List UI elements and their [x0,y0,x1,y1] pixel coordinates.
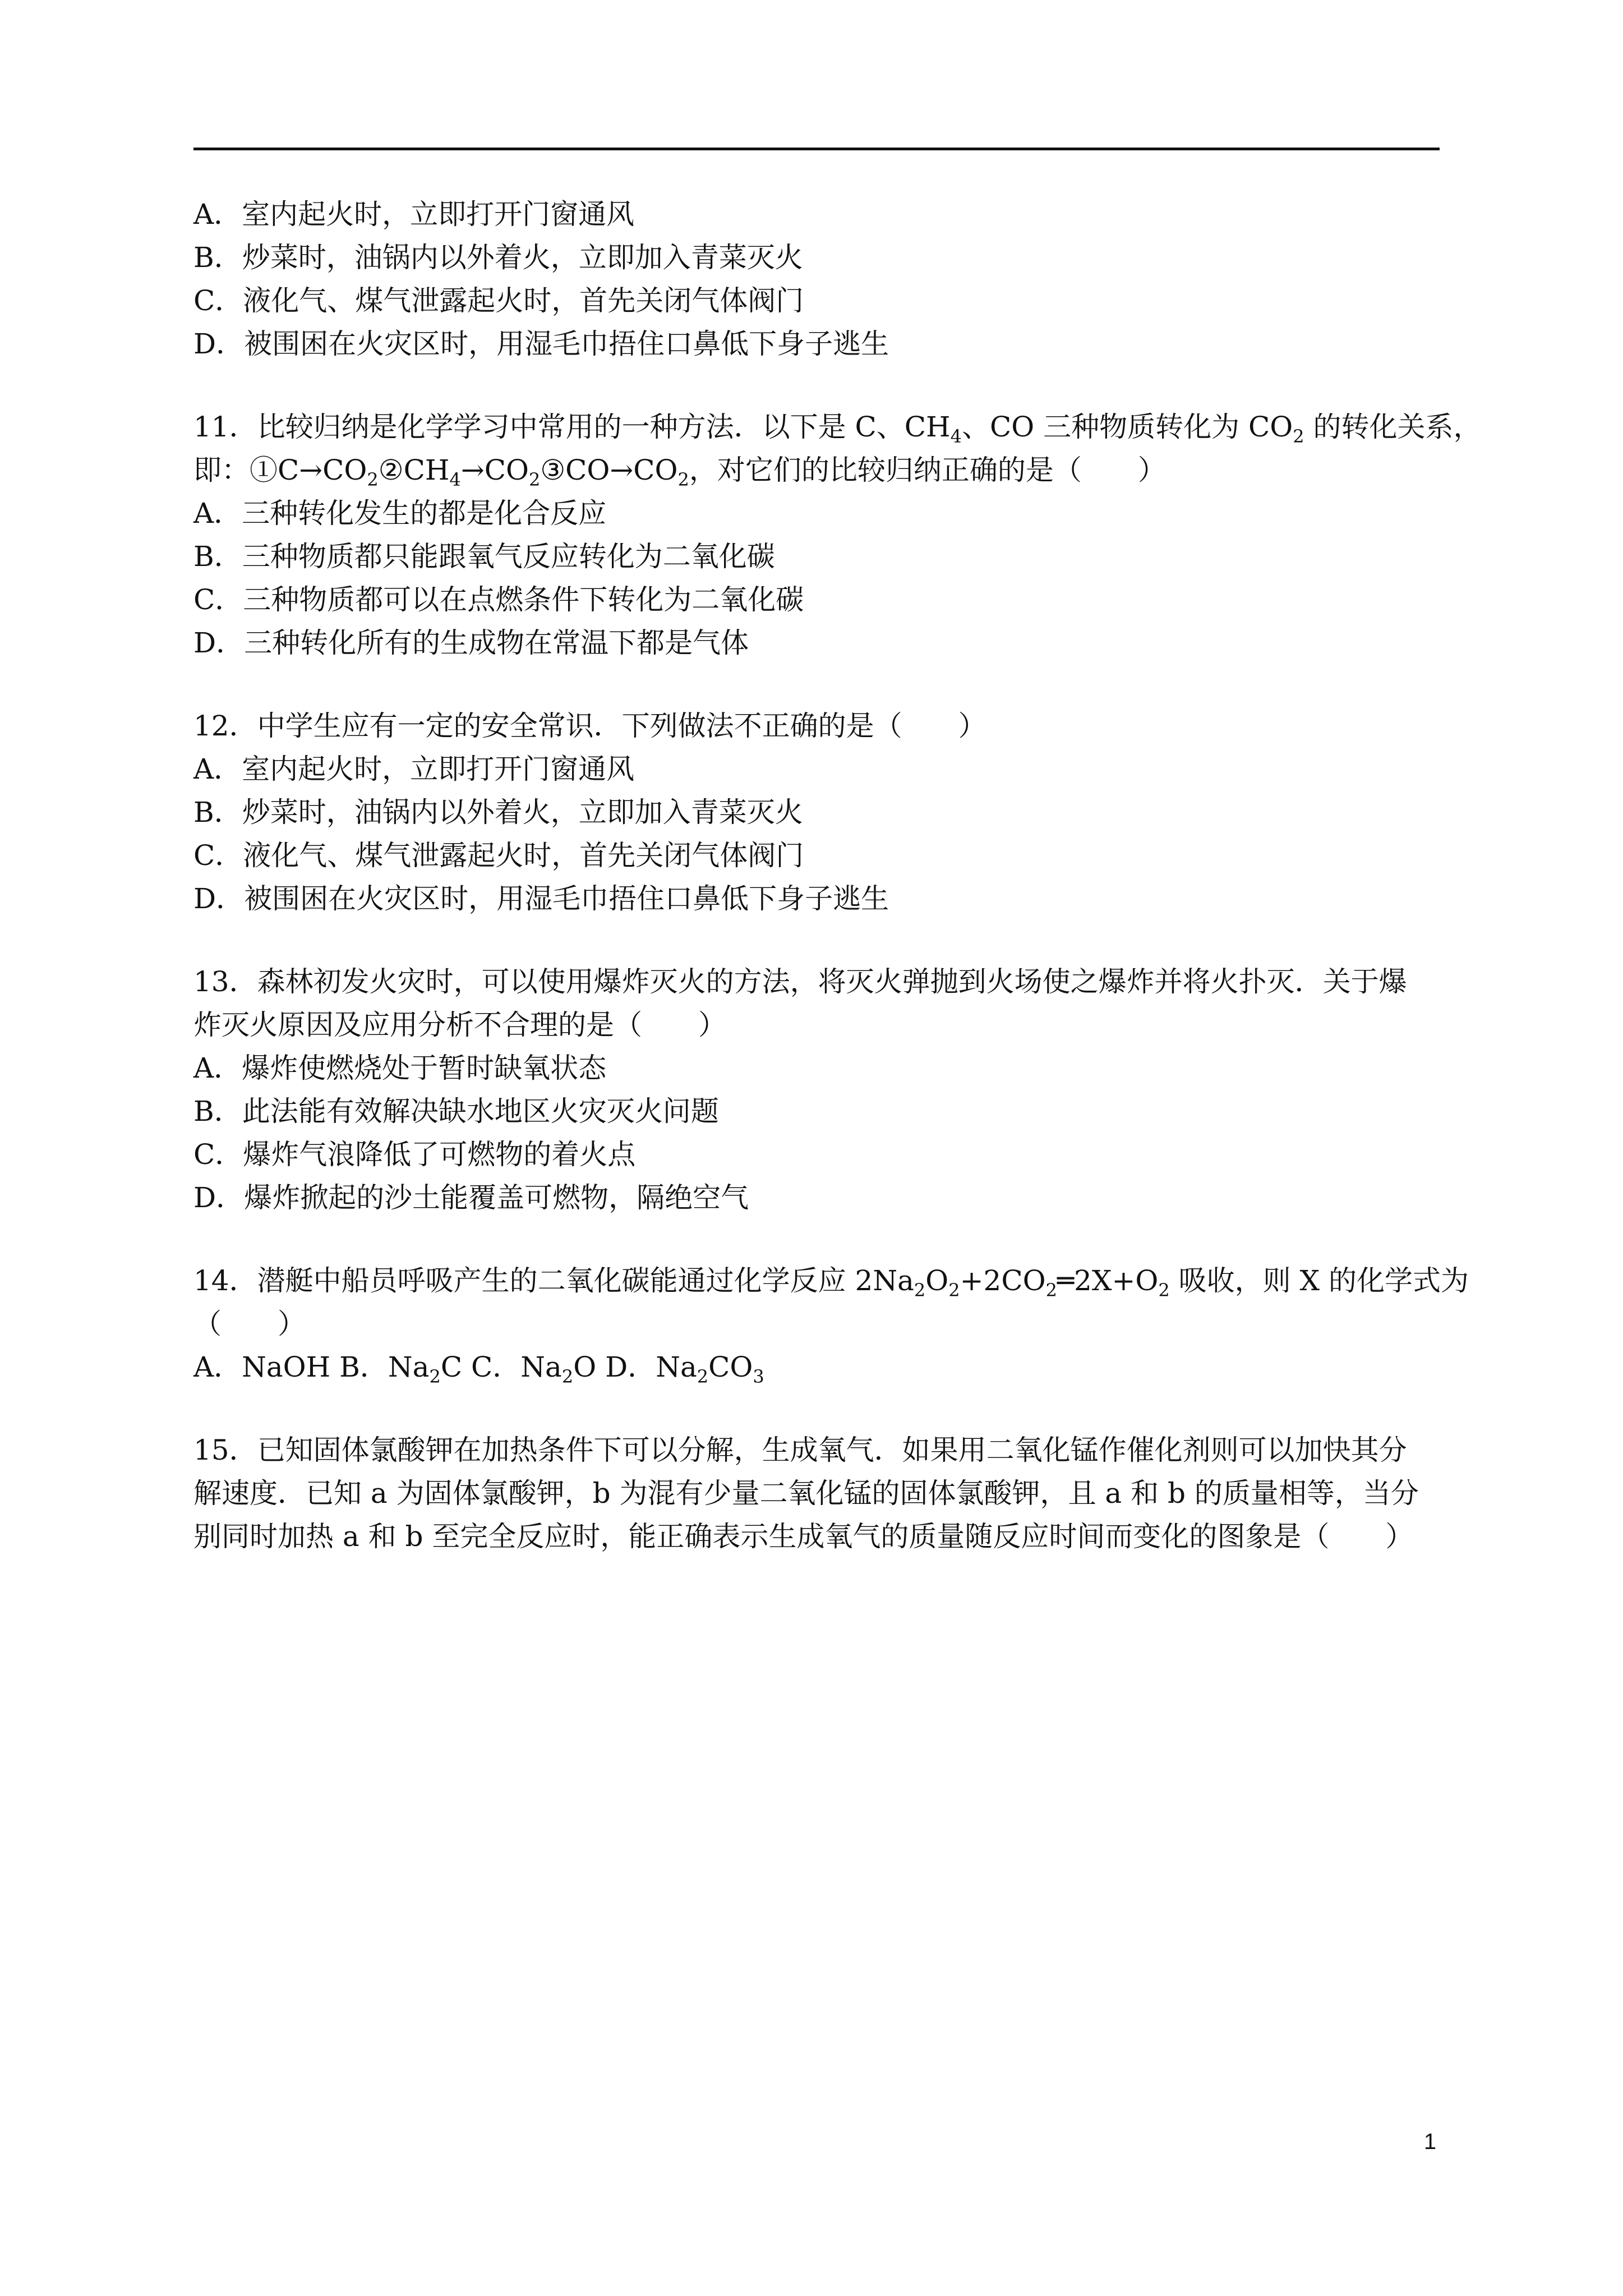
subscript: 2 [1158,1280,1170,1301]
stem-text: ═2X+O [1057,1264,1159,1297]
question-stem-line: 15．已知固体氯酸钾在加热条件下可以分解，生成氧气．如果用二氧化锰作催化剂则可以加快其分 [193,1434,1407,1466]
stem-text: 即：①C→CO [193,454,367,486]
question-stem-line: 13．森林初发火灾时，可以使用爆炸灭火的方法，将灭火弹抛到火场使之爆炸并将火扑灭．关于爆 [193,965,1407,998]
subscript: 2 [1045,1280,1057,1301]
option-c [471,1351,597,1387]
subscript: 4 [950,426,962,447]
stem-text: O [925,1264,949,1297]
subscript: 4 [449,469,461,490]
options-row [193,1346,1444,1389]
stem-text: 吸收，则 X 的化学式为 [1169,1264,1469,1297]
page-content [193,193,1482,1558]
stem-text: ②CH [378,454,450,486]
option-c: C．液化气、煤气泄露起火时，首先关闭气体阀门 [193,284,804,317]
question-stem-line [193,1259,1469,1303]
option-text: O [573,1351,597,1383]
option-c: C．三种物质都可以在点燃条件下转化为二氧化碳 [193,583,804,616]
subscript: 2 [1293,426,1304,447]
option-b: B．三种物质都只能跟氧气反应转化为二氧化碳 [193,540,775,573]
question-12 [193,705,1444,921]
option-text: C [440,1351,463,1383]
stem-text: 11．比较归纳是化学学习中常用的一种方法．以下是 C、CH [193,411,951,443]
subscript: 2 [914,1280,926,1301]
question-15 [193,1429,1444,1558]
header-rule [193,148,1440,150]
subscript: 2 [677,469,689,490]
stem-text: 、CO 三种物质转化为 CO [962,411,1293,443]
option-b: B．此法能有效解决缺水地区火灾灭火问题 [193,1095,719,1128]
question-stem: 12．中学生应有一定的安全常识．下列做法不正确的是（ ） [193,710,986,742]
question-stem-line [193,449,1444,492]
option-d: D．被围困在火灾区时，用湿毛巾捂住口鼻低下身子逃生 [193,882,889,915]
option-text: D．Na [605,1351,697,1383]
stem-text: ③CO→CO [540,454,678,486]
stem-text: →CO [460,454,529,486]
question-stem-line [193,406,1482,449]
page-number: 1 [1423,2129,1437,2154]
option-c: C．液化气、煤气泄露起火时，首先关闭气体阀门 [193,839,804,872]
option-d: D．被围困在火灾区时，用湿毛巾捂住口鼻低下身子逃生 [193,328,889,360]
subscript: 2 [429,1366,441,1387]
option-a: A．爆炸使燃烧处于暂时缺氧状态 [193,1052,607,1084]
option-a: A．室内起火时，立即打开门窗通风 [193,753,635,785]
subscript: 2 [697,1366,709,1387]
option-d [605,1351,764,1387]
option-c: C．爆炸气浪降低了可燃物的着火点 [193,1138,636,1171]
question-11 [193,406,1482,665]
stem-text: 14．潜艇中船员呼吸产生的二氧化碳能通过化学反应 2Na [193,1264,914,1297]
question-stem-line: 解速度．已知 a 为固体氯酸钾，b 为混有少量二氧化锰的固体氯酸钾，且 a 和 b 的质量相等，当分 [193,1477,1419,1510]
option-d: D．三种转化所有的生成物在常温下都是气体 [193,627,749,659]
option-b: B．炒菜时，油锅内以外着火，立即加入青菜灭火 [193,796,803,829]
question-13 [193,960,1444,1220]
stem-text: +2CO [960,1264,1046,1297]
subscript: 2 [367,469,379,490]
question-stem-line: 炸灭火原因及应用分析不合理的是（ ） [193,1009,726,1041]
option-a: A．三种转化发生的都是化合反应 [193,497,607,530]
subscript: 2 [528,469,541,490]
subscript: 3 [753,1366,764,1387]
subscript: 2 [561,1366,574,1387]
option-text: C．Na [471,1351,562,1383]
option-text: CO [708,1351,753,1383]
option-b: B．炒菜时，油锅内以外着火，立即加入青菜灭火 [193,241,803,274]
prev-question-options [193,193,1444,366]
option-b [339,1351,463,1387]
question-14 [193,1259,1469,1389]
stem-text: 的转化关系， [1304,411,1482,443]
subscript: 2 [948,1280,960,1301]
option-a: A．室内起火时，立即打开门窗通风 [193,198,635,231]
option-d: D．爆炸掀起的沙土能覆盖可燃物，隔绝空气 [193,1181,749,1214]
option-a: A．NaOH [193,1351,331,1383]
question-stem-line: 别同时加热 a 和 b 至完全反应时，能正确表示生成氧气的质量随反应时间而变化的图象是（ ） [193,1520,1414,1553]
option-text: B．Na [339,1351,430,1383]
question-stem-line: （ ） [193,1308,306,1340]
stem-text: ，对它们的比较归纳正确的是（ ） [689,454,1166,486]
